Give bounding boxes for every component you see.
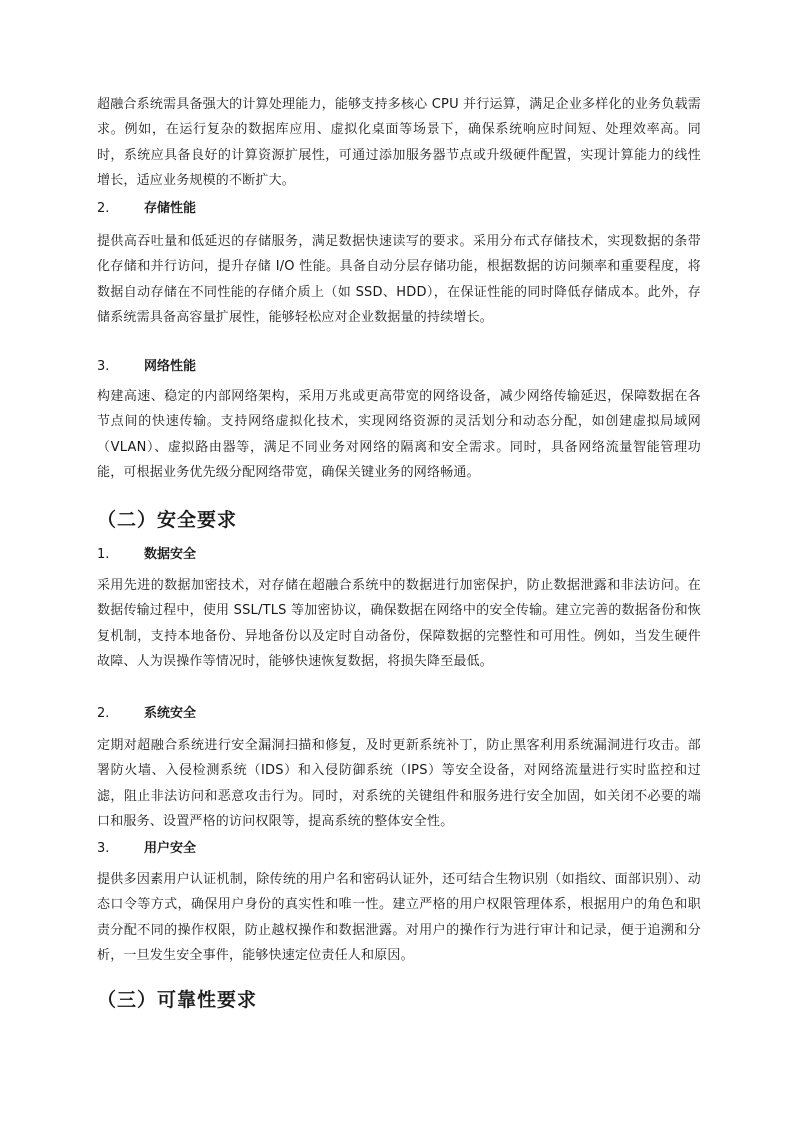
paragraph-user-security: 提供多因素用户认证机制，除传统的用户名和密码认证外，还可结合生物识别（如指纹、面部识别）、动态口令等方式，确保用户身份的真实性和唯一性。建立严格的用户权限管理体系，根据用户的角色和职责分配不同的操作权限，防止越权操作和数据泄露。对用户的操作行为进行审计和记录，便于追溯和分析，一旦发生安全事件，能够快速定位责任人和原因。 (97, 872, 701, 964)
paragraph-system-security: 定期对超融合系统进行安全漏洞扫描和修复，及时更新系统补丁，防止黑客利用系统漏洞进行攻击。部署防火墙、入侵检测系统（IDS）和入侵防御系统（IPS）等安全设备，对网络流量进行实时监控和过滤，阻止非法访问和恶意攻击行为。同时，对系统的关键组件和服务进行安全加固，如关闭不必要的端口和服务、设置严格的访问权限等，提高系统的整体安全性。 (97, 738, 701, 830)
section-heading-security: （二）安全要求 (97, 509, 238, 531)
subheading-storage-performance (97, 198, 701, 220)
section-heading-reliability: （三）可靠性要求 (97, 989, 258, 1011)
subheading-number: 2. (97, 201, 110, 216)
subheading-data-security (97, 544, 701, 566)
subheading-title: 系统安全 (144, 706, 197, 721)
subheading-network-performance (97, 356, 701, 378)
paragraph-network-performance: 构建高速、稳定的内部网络架构，采用万兆或更高带宽的网络设备，减少网络传输延迟，保障数据在各节点间的快速传输。支持网络虚拟化技术，实现网络资源的灵活划分和动态分配，如创建虚拟局域网（VLAN）、虚拟路由器等，满足不同业务对网络的隔离和安全需求。同时，具备网络流量智能管理功能，可根据业务优先级分配网络带宽，确保关键业务的网络畅通。 (97, 389, 701, 481)
subheading-number: 2. (97, 706, 110, 721)
paragraph-data-security: 采用先进的数据加密技术，对存储在超融合系统中的数据进行加密保护，防止数据泄露和非法访问。在数据传输过程中，使用 SSL/TLS 等加密协议，确保数据在网络中的安全传输。建立完善的数据备份和恢复机制，支持本地备份、异地备份以及定时自动备份，保障数据的完整性和可用性。例如，当发生硬件故障、人为误操作等情况时，能够快速恢复数据，将损失降至最低。 (97, 578, 701, 670)
subheading-number: 3. (97, 841, 110, 856)
paragraph-compute-performance: 超融合系统需具备强大的计算处理能力，能够支持多核心 CPU 并行运算，满足企业多样化的业务负载需求。例如，在运行复杂的数据库应用、虚拟化桌面等场景下，确保系统响应时间短、处理效率高。同时，系统应具备良好的计算资源扩展性，可通过添加服务器节点或升级硬件配置，实现计算能力的线性增长，适应业务规模的不断扩大。 (97, 97, 701, 189)
subheading-title: 存储性能 (144, 201, 197, 216)
subheading-system-security (97, 703, 701, 725)
subheading-title: 网络性能 (144, 359, 197, 374)
subheading-title: 用户安全 (144, 841, 197, 856)
paragraph-storage-performance: 提供高吞吐量和低延迟的存储服务，满足数据快速读写的要求。采用分布式存储技术，实现数据的条带化存储和并行访问，提升存储 I/O 性能。具备自动分层存储功能，根据数据的访问频率和重要程度，将数据自动存储在不同性能的存储介质上（如 SSD、HDD），在保证性能的同时降低存储成本。此外，存储系统需具备高容量扩展性，能够轻松应对企业数据量的持续增长。 (97, 234, 701, 326)
subheading-number: 1. (97, 547, 110, 562)
subheading-user-security (97, 838, 701, 860)
subheading-title: 数据安全 (144, 547, 197, 562)
subheading-number: 3. (97, 359, 110, 374)
